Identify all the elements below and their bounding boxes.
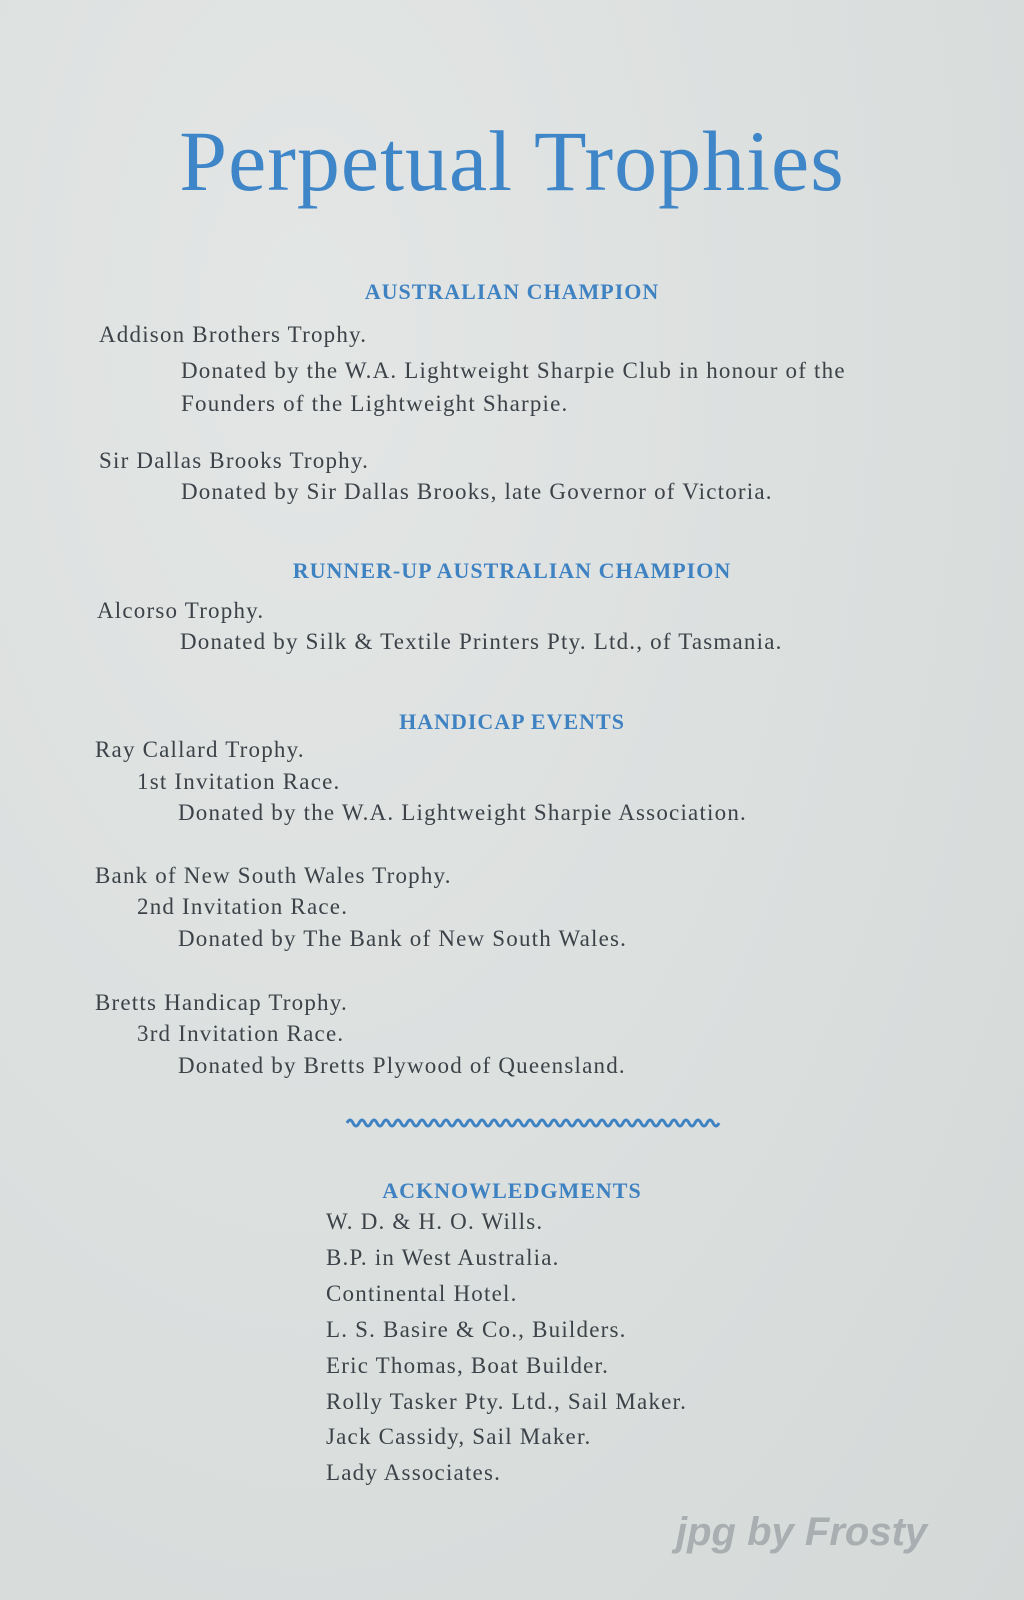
race-name: 2nd Invitation Race. [137, 894, 349, 919]
trophy-donor: Donated by Sir Dallas Brooks, late Governor of Victoria. [181, 479, 773, 504]
heading-australian-champion: AUSTRALIAN CHAMPION [364, 279, 660, 304]
page-title: Perpetual Trophies [179, 113, 845, 209]
acknowledgment-item: W. D. & H. O. Wills. [326, 1209, 544, 1234]
race-name: 1st Invitation Race. [137, 769, 341, 794]
heading-handicap-events: HANDICAP EVENTS [399, 709, 625, 734]
trophy-name: Alcorso Trophy. [97, 598, 265, 623]
trophy-donor: Donated by Silk & Textile Printers Pty. Ltd., of Tasmania. [180, 629, 783, 654]
acknowledgment-item: Continental Hotel. [326, 1281, 518, 1306]
trophy-name: Sir Dallas Brooks Trophy. [99, 448, 370, 473]
race-name: 3rd Invitation Race. [137, 1021, 345, 1046]
acknowledgment-item: Eric Thomas, Boat Builder. [326, 1353, 610, 1378]
trophy-donor: Donated by The Bank of New South Wales. [178, 926, 628, 951]
watermark: jpg by Frosty [676, 1510, 928, 1554]
wavy-divider [345, 1116, 723, 1130]
acknowledgment-item: B.P. in West Australia. [326, 1245, 560, 1270]
trophy-donor-continued: Founders of the Lightweight Sharpie. [181, 391, 569, 416]
trophy-donor: Donated by the W.A. Lightweight Sharpie Club in honour of the [181, 358, 846, 383]
trophy-name: Bretts Handicap Trophy. [95, 990, 348, 1015]
acknowledgment-item: Lady Associates. [326, 1460, 502, 1485]
trophy-name: Addison Brothers Trophy. [99, 322, 368, 347]
trophy-name: Ray Callard Trophy. [95, 737, 305, 762]
trophy-name: Bank of New South Wales Trophy. [95, 863, 452, 888]
acknowledgment-item: Jack Cassidy, Sail Maker. [326, 1424, 592, 1449]
acknowledgment-item: Rolly Tasker Pty. Ltd., Sail Maker. [326, 1389, 688, 1414]
heading-runner-up: RUNNER-UP AUSTRALIAN CHAMPION [292, 558, 732, 583]
trophy-donor: Donated by Bretts Plywood of Queensland. [178, 1053, 626, 1078]
heading-acknowledgments: ACKNOWLEDGMENTS [382, 1178, 642, 1203]
acknowledgment-item: L. S. Basire & Co., Builders. [326, 1317, 627, 1342]
trophy-donor: Donated by the W.A. Lightweight Sharpie Association. [178, 800, 747, 825]
